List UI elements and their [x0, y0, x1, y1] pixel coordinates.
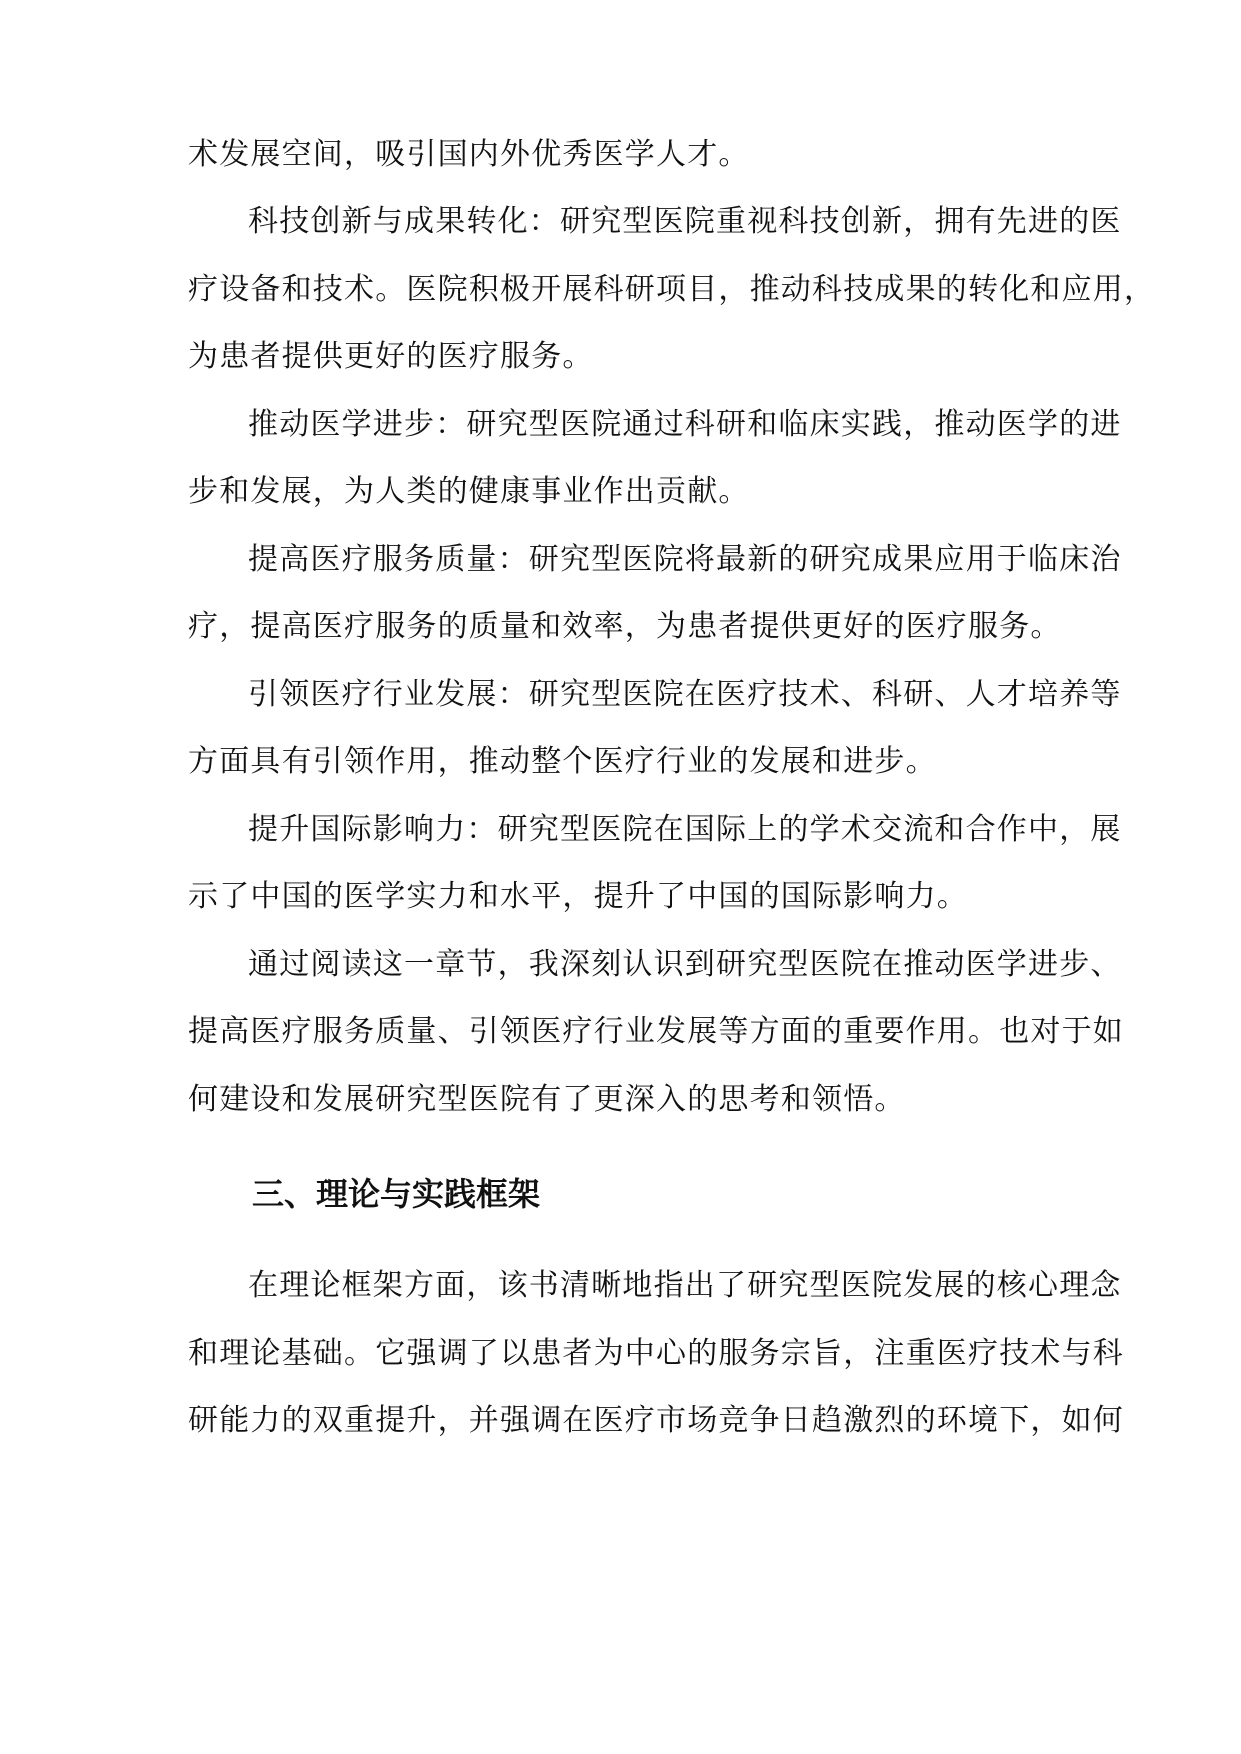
paragraph-line: 术发展空间，吸引国内外优秀医学人才。	[188, 137, 750, 172]
paragraph-line: 疗设备和技术。医院积极开展科研项目，推动科技成果的转化和应用，	[188, 272, 1156, 307]
paragraph-line: 何建设和发展研究型医院有了更深入的思考和领悟。	[188, 1082, 906, 1117]
paragraph-line: 和理论基础。它强调了以患者为中心的服务宗旨，注重医疗技术与科	[188, 1336, 1124, 1371]
paragraph-line: 通过阅读这一章节，我深刻认识到研究型医院在推动医学进步、	[248, 947, 1122, 982]
paragraph-line: 引领医疗行业发展：研究型医院在医疗技术、科研、人才培养等	[248, 677, 1122, 712]
paragraph-line: 步和发展，为人类的健康事业作出贡献。	[188, 474, 750, 509]
section-heading: 三、理论与实践框架	[252, 1175, 541, 1213]
paragraph-line: 在理论框架方面，该书清晰地指出了研究型医院发展的核心理念	[248, 1268, 1122, 1303]
paragraph-line: 提高医疗服务质量、引领医疗行业发展等方面的重要作用。也对于如	[188, 1014, 1124, 1049]
paragraph-line: 方面具有引领作用，推动整个医疗行业的发展和进步。	[188, 744, 937, 779]
paragraph-line: 提高医疗服务质量：研究型医院将最新的研究成果应用于临床治	[248, 542, 1122, 577]
paragraph-line: 为患者提供更好的医疗服务。	[188, 339, 594, 374]
paragraph-line: 示了中国的医学实力和水平，提升了中国的国际影响力。	[188, 879, 968, 914]
paragraph-line: 提升国际影响力：研究型医院在国际上的学术交流和合作中，展	[248, 812, 1122, 847]
paragraph-line: 科技创新与成果转化：研究型医院重视科技创新，拥有先进的医	[248, 204, 1122, 239]
paragraph-line: 推动医学进步：研究型医院通过科研和临床实践，推动医学的进	[248, 407, 1122, 442]
paragraph-line: 研能力的双重提升，并强调在医疗市场竞争日趋激烈的环境下，如何	[188, 1403, 1124, 1438]
paragraph-line: 疗，提高医疗服务的质量和效率，为患者提供更好的医疗服务。	[188, 609, 1062, 644]
